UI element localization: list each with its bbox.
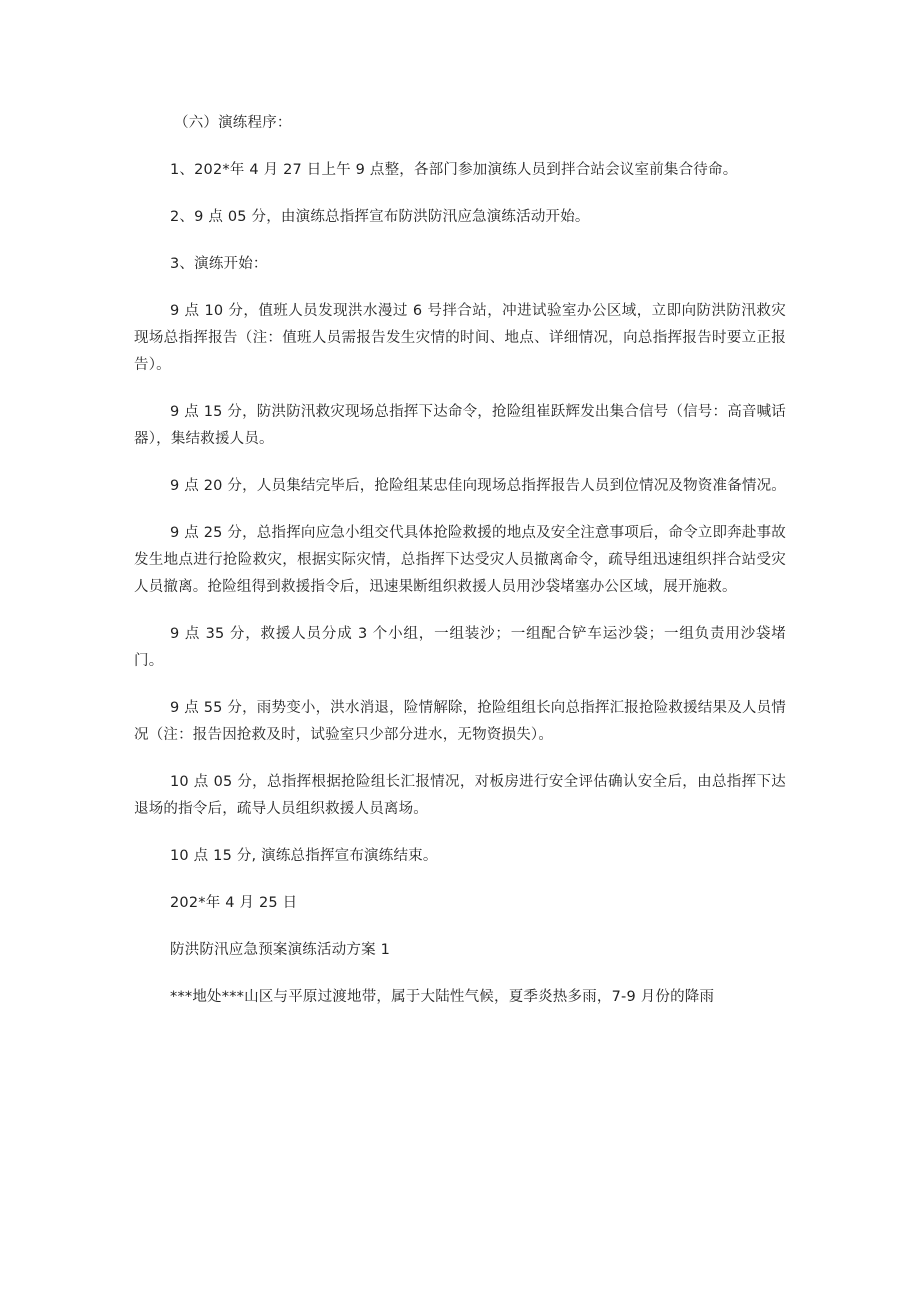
paragraph-1015: 10 点 15 分, 演练总指挥宣布演练结束。 bbox=[170, 848, 438, 864]
document-body bbox=[134, 110, 786, 1031]
paragraph-0955: 9 点 55 分，雨势变小，洪水消退，险情解除，抢险组组长向总指挥汇报抢险救援结果及人员情况（注：报告因抢救及时，试验室只少部分进水，无物资损失）。 bbox=[134, 700, 786, 743]
paragraph-intro: ***地处***山区与平原过渡地带，属于大陆性气候，夏季炎热多雨，7-9 月份的降雨 bbox=[170, 989, 715, 1005]
section-heading-drill-procedure: （六）演练程序： bbox=[174, 115, 292, 131]
document-date: 202*年 4 月 25 日 bbox=[170, 895, 298, 911]
paragraph-step-2: 2、9 点 05 分，由演练总指挥宣布防洪防汛应急演练活动开始。 bbox=[170, 209, 590, 225]
paragraph-1005: 10 点 05 分，总指挥根据抢险组长汇报情况，对板房进行安全评估确认安全后，由总指挥下达退场的指令后，疏导人员组织救援人员离场。 bbox=[134, 774, 786, 817]
paragraph-0920: 9 点 20 分，人员集结完毕后，抢险组某忠佳向现场总指挥报告人员到位情况及物资准备情况。 bbox=[170, 478, 786, 494]
paragraph-0925: 9 点 25 分，总指挥向应急小组交代具体抢险救援的地点及安全注意事项后，命令立即奔赴事故发生地点进行抢险救灾，根据实际灾情，总指挥下达受灾人员撤离命令，疏导组迅速组织拌合站受灾人员撤离。抢险组得到救援指令后，迅速果断组织救援人员用沙袋堵塞办公区域，展开施救。 bbox=[134, 525, 786, 595]
paragraph-0935: 9 点 35 分，救援人员分成 3 个小组，一组装沙；一组配合铲车运沙袋；一组负责用沙袋堵门。 bbox=[134, 626, 786, 669]
paragraph-step-1: 1、202*年 4 月 27 日上午 9 点整，各部门参加演练人员到拌合站会议室前集合待命。 bbox=[170, 162, 738, 178]
document-title-plan-1: 防洪防汛应急预案演练活动方案 1 bbox=[170, 942, 391, 958]
paragraph-0910: 9 点 10 分，值班人员发现洪水漫过 6 号拌合站，冲进试验室办公区域，立即向防洪防汛救灾现场总指挥报告（注：值班人员需报告发生灾情的时间、地点、详细情况，向总指挥报告时要立正报告）。 bbox=[134, 303, 786, 373]
paragraph-step-3: 3、演练开始： bbox=[170, 256, 268, 272]
paragraph-0915: 9 点 15 分，防洪防汛救灾现场总指挥下达命令，抢险组崔跃辉发出集合信号（信号：高音喊话器），集结救援人员。 bbox=[134, 404, 786, 447]
